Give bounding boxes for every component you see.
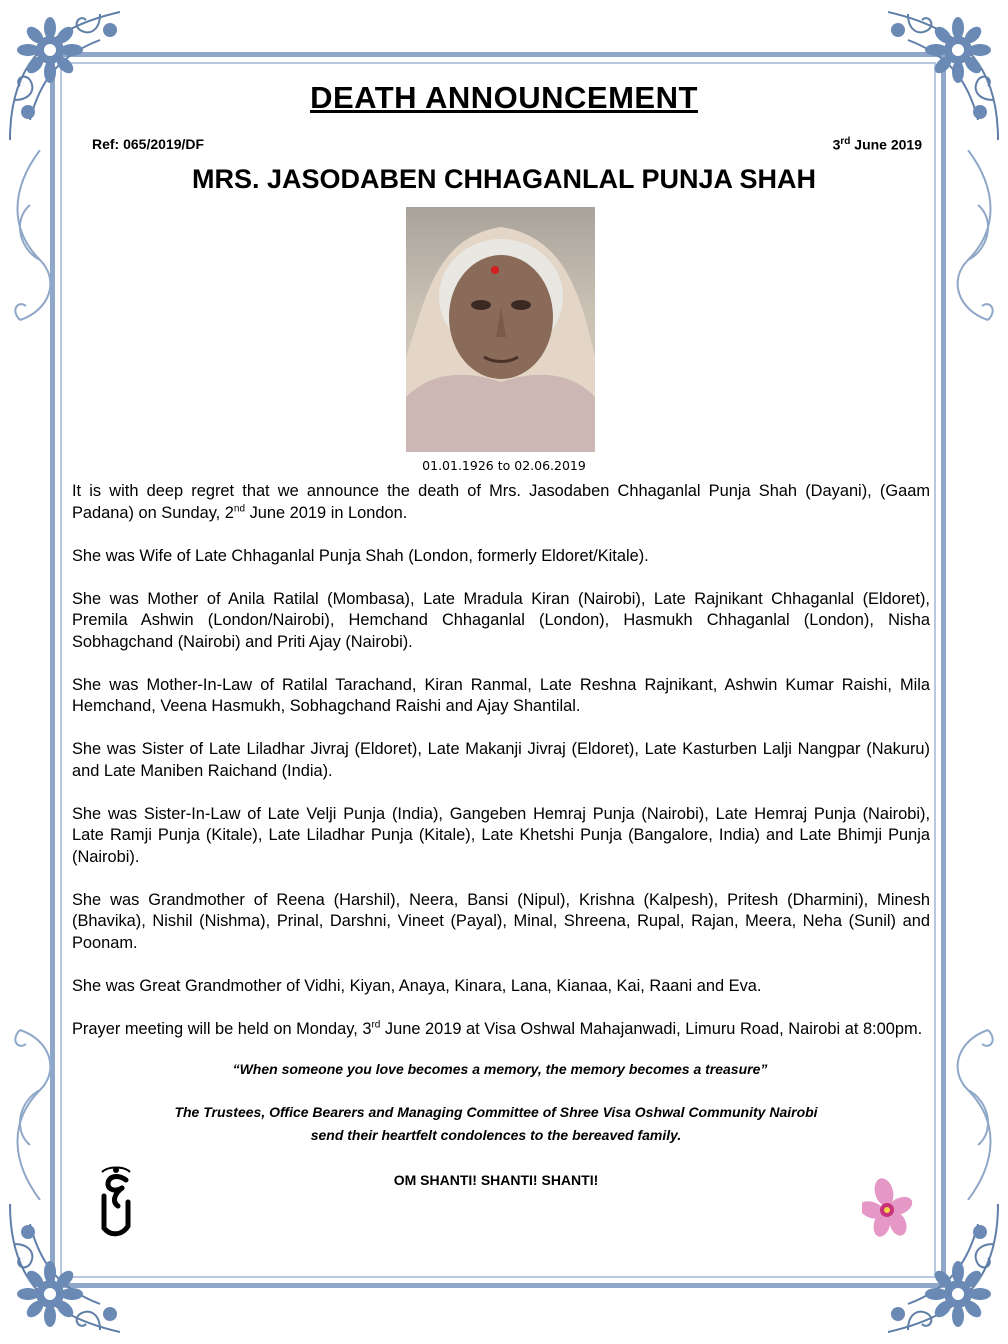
prayer-text-b: June 2019 at Visa Oshwal Mahajanwadi, Limuru Road, Nairobi at 8:00pm. (380, 1019, 923, 1038)
intro-ordinal: nd (233, 503, 246, 515)
wife-paragraph: She was Wife of Late Chhaganlal Punja Shah (London, formerly Eldoret/Kitale). (72, 546, 649, 565)
sister-in-law-paragraph: She was Sister-In-Law of Late Velji Punja (India), Gangeben Hemraj Punja (Nairobi), Late Hemraj Punja (Nairobi), Late Ramji Punja (Kitale), Late Liladhar Punja (Kitale), Late Khetshi Punja (Bangalore, India) and Late Bhimji Punja (Nairobi). (72, 804, 930, 866)
prayer-meeting-paragraph (72, 1019, 930, 1041)
jain-om-symbol-icon (96, 1166, 136, 1238)
date-rest: June 2019 (850, 136, 922, 153)
date-day: 3 (832, 136, 841, 153)
great-grandmother-paragraph: She was Great Grandmother of Vidhi, Kiyan, Anaya, Kinara, Lana, Kianaa, Kai, Raani and Eva. (72, 976, 762, 995)
intro-text-a: It is with deep regret that we announce the death of Mrs. Jasodaben Chhaganlal Punja Shah (Dayani), (Gaam Padana) on Sunday, 2 (72, 482, 930, 522)
sister-paragraph: She was Sister of Late Liladhar Jivraj (Eldoret), Late Makanji Jivraj (Eldoret), Late Kasturben Lalji Nangpar (Nakuru) and Late Maniben Raichand (India). (72, 740, 930, 780)
floral-corner-ornament-icon (858, 0, 1008, 150)
floral-corner-ornament-icon (0, 0, 150, 150)
announcement-date (833, 136, 922, 153)
condolence-line-1: The Trustees, Office Bearers and Managing Committee of Shree Visa Oshwal Community Nairobi (174, 1104, 818, 1120)
swirl-ornament-icon (938, 1000, 1008, 1200)
memorial-quote: “When someone you love becomes a memory, the memory becomes a treasure” (232, 1061, 768, 1077)
deceased-name: MRS. JASODABEN CHHAGANLAL PUNJA SHAH (191, 164, 817, 194)
reference-number: Ref: 065/2019/DF (92, 136, 205, 152)
portrait-photo (406, 207, 595, 452)
date-suffix: rd (840, 136, 851, 147)
orchid-flower-icon (862, 1176, 914, 1240)
intro-paragraph (72, 481, 930, 524)
grandmother-paragraph: She was Grandmother of Reena (Harshil), Neera, Bansi (Nipul), Krishna (Kalpesh), Pritesh (Dharmini), Minesh (Bhavika), Nishil (Nishma), Prinal, Darshni, Vineet (Payal), Minal, Shreena, Rupal, Rajan, Meera, Neha (Sunil) and Poonam. (72, 890, 930, 952)
intro-text-b: June 2019 in London. (245, 503, 408, 522)
swirl-ornament-icon (0, 1000, 70, 1200)
lifespan-dates: 01.01.1926 to 02.06.2019 (422, 458, 586, 473)
prayer-text-a: Prayer meeting will be held on Monday, 3 (72, 1019, 372, 1038)
announcement-body (72, 481, 930, 1040)
condolence-line-2: send their heartfelt condolences to the bereaved family. (310, 1127, 682, 1143)
mother-in-law-paragraph: She was Mother-In-Law of Ratilal Tarachand, Kiran Ranmal, Late Reshna Rajnikant, Ashwin Kumar Raishi, Mila Hemchand, Veena Hasmukh, Sobhagchand Raishi and Ajay Shantilal. (72, 675, 930, 715)
condolence-message (0, 1101, 992, 1147)
prayer-ordinal: rd (371, 1019, 381, 1031)
page-title: DEATH ANNOUNCEMENT (310, 80, 698, 115)
om-shanti-text: OM SHANTI! SHANTI! SHANTI! (393, 1172, 599, 1188)
mother-paragraph: She was Mother of Anila Ratilal (Mombasa), Late Mradula Kiran (Nairobi), Late Rajnikant Chhaganlal (Eldoret), Premila Ashwin (London/Nairobi), Hemchand Chhaganlal (London), Hasmukh Chhaganlal (London), Nisha Sobhagchand (Nairobi) and Priti Ajay (Nairobi). (72, 589, 930, 651)
